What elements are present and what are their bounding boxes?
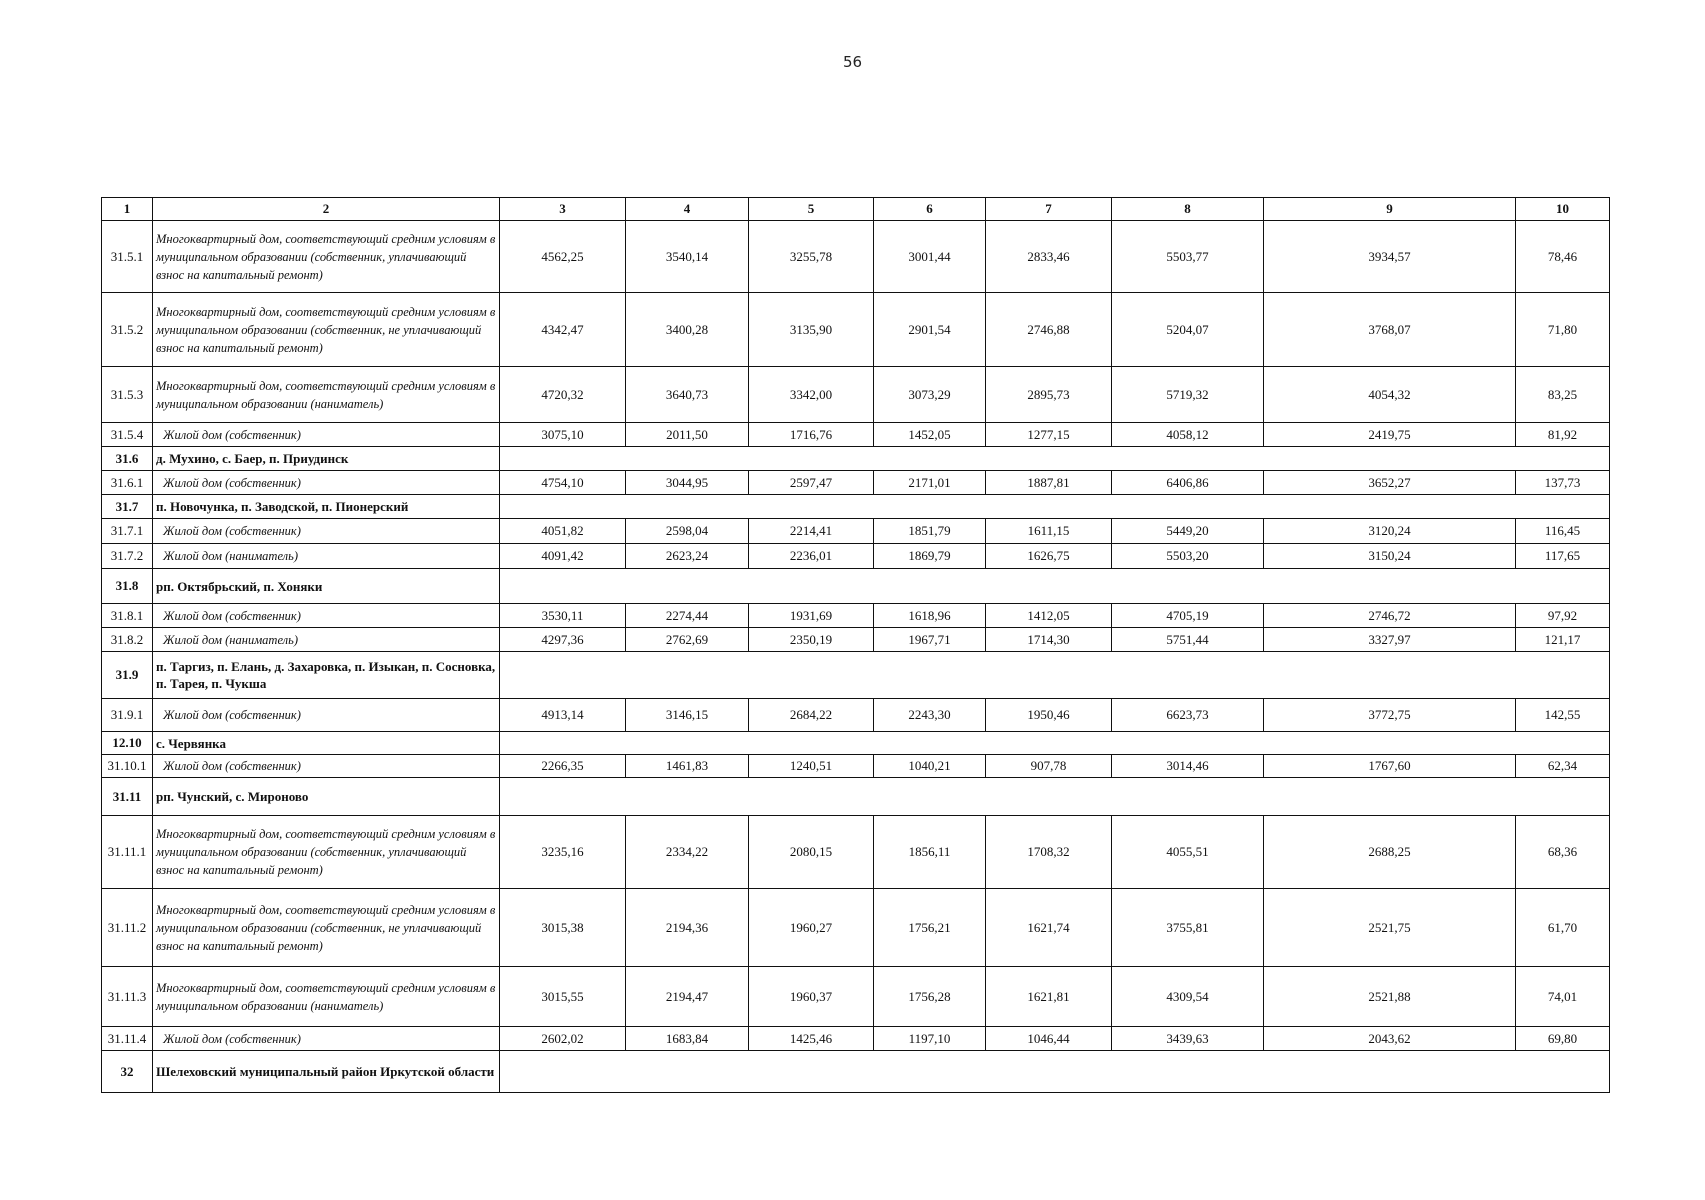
- value-col-6: 1040,21: [874, 755, 986, 778]
- housing-type: Многоквартирный дом, соответствующий средним условиям в муниципальном образовании (собственник, не уплачивающий взнос на капитальный ремонт): [153, 293, 500, 367]
- value-col-5: 1931,69: [749, 604, 874, 628]
- value-col-3: 3015,55: [500, 967, 626, 1027]
- value-col-8: 5204,07: [1112, 293, 1264, 367]
- group-title: с. Червянка: [153, 732, 500, 755]
- value-col-3: 4754,10: [500, 471, 626, 495]
- value-col-4: 1461,83: [626, 755, 749, 778]
- value-col-4: 2194,47: [626, 967, 749, 1027]
- value-col-6: 1851,79: [874, 519, 986, 544]
- value-col-7: 1621,74: [986, 889, 1112, 967]
- row-number: 32: [102, 1051, 153, 1093]
- row-number: 31.6: [102, 447, 153, 471]
- row-number: 31.5.2: [102, 293, 153, 367]
- housing-type: Многоквартирный дом, соответствующий средним условиям в муниципальном образовании (собственник, уплачивающий взнос на капитальный ремонт): [153, 221, 500, 293]
- table-row: [102, 699, 1610, 732]
- group-fill: [500, 732, 1610, 755]
- table-row: [102, 423, 1610, 447]
- value-col-7: 2895,73: [986, 367, 1112, 423]
- group-fill: [500, 652, 1610, 699]
- row-number: 31.5.4: [102, 423, 153, 447]
- table-row: [102, 293, 1610, 367]
- value-col-6: 1618,96: [874, 604, 986, 628]
- value-col-3: 4091,42: [500, 544, 626, 569]
- value-col-8: 6623,73: [1112, 699, 1264, 732]
- value-col-7: 907,78: [986, 755, 1112, 778]
- table-row: [102, 471, 1610, 495]
- column-header-8: 8: [1112, 198, 1264, 221]
- value-col-9: 3768,07: [1264, 293, 1516, 367]
- value-col-3: 3015,38: [500, 889, 626, 967]
- value-col-7: 1046,44: [986, 1027, 1112, 1051]
- value-col-7: 1621,81: [986, 967, 1112, 1027]
- value-col-5: 3135,90: [749, 293, 874, 367]
- table-row: [102, 221, 1610, 293]
- value-col-4: 2598,04: [626, 519, 749, 544]
- column-header-2: 2: [153, 198, 500, 221]
- value-col-9: 3327,97: [1264, 628, 1516, 652]
- value-col-10: 97,92: [1516, 604, 1610, 628]
- housing-type: Жилой дом (собственник): [153, 604, 500, 628]
- row-number: 31.9.1: [102, 699, 153, 732]
- value-col-8: 5719,32: [1112, 367, 1264, 423]
- value-col-5: 2214,41: [749, 519, 874, 544]
- table-row: [102, 367, 1610, 423]
- value-col-7: 2746,88: [986, 293, 1112, 367]
- value-col-10: 121,17: [1516, 628, 1610, 652]
- value-col-3: 4051,82: [500, 519, 626, 544]
- value-col-4: 2623,24: [626, 544, 749, 569]
- row-number: 31.11.4: [102, 1027, 153, 1051]
- value-col-6: 1197,10: [874, 1027, 986, 1051]
- group-row: [102, 495, 1610, 519]
- value-col-6: 1756,21: [874, 889, 986, 967]
- value-col-6: 3073,29: [874, 367, 986, 423]
- group-fill: [500, 495, 1610, 519]
- value-col-4: 2762,69: [626, 628, 749, 652]
- value-col-3: 3530,11: [500, 604, 626, 628]
- value-col-8: 3439,63: [1112, 1027, 1264, 1051]
- value-col-9: 3150,24: [1264, 544, 1516, 569]
- housing-type: Жилой дом (наниматель): [153, 544, 500, 569]
- housing-type: Многоквартирный дом, соответствующий средним условиям в муниципальном образовании (собственник, не уплачивающий взнос на капитальный ремонт): [153, 889, 500, 967]
- group-fill: [500, 447, 1610, 471]
- group-title: п. Новочунка, п. Заводской, п. Пионерский: [153, 495, 500, 519]
- row-number: 31.11.2: [102, 889, 153, 967]
- value-col-9: 2746,72: [1264, 604, 1516, 628]
- value-col-4: 2274,44: [626, 604, 749, 628]
- value-col-4: 3146,15: [626, 699, 749, 732]
- value-col-6: 2171,01: [874, 471, 986, 495]
- value-col-6: 1756,28: [874, 967, 986, 1027]
- value-col-8: 4705,19: [1112, 604, 1264, 628]
- value-col-4: 2334,22: [626, 816, 749, 889]
- value-col-4: 3044,95: [626, 471, 749, 495]
- value-col-9: 2521,88: [1264, 967, 1516, 1027]
- value-col-7: 1714,30: [986, 628, 1112, 652]
- value-col-4: 3540,14: [626, 221, 749, 293]
- value-col-10: 137,73: [1516, 471, 1610, 495]
- value-col-5: 2350,19: [749, 628, 874, 652]
- value-col-8: 4055,51: [1112, 816, 1264, 889]
- housing-type: Жилой дом (собственник): [153, 471, 500, 495]
- group-row: [102, 1051, 1610, 1093]
- housing-type: Жилой дом (собственник): [153, 699, 500, 732]
- value-col-10: 142,55: [1516, 699, 1610, 732]
- row-number: 31.8: [102, 569, 153, 604]
- value-col-8: 4309,54: [1112, 967, 1264, 1027]
- table-row: [102, 519, 1610, 544]
- row-number: 31.8.2: [102, 628, 153, 652]
- value-col-7: 1708,32: [986, 816, 1112, 889]
- table-row: [102, 889, 1610, 967]
- table-body: [102, 221, 1610, 1093]
- row-number: 31.10.1: [102, 755, 153, 778]
- group-title: рп. Чунский, с. Мироново: [153, 778, 500, 816]
- value-col-8: 3014,46: [1112, 755, 1264, 778]
- value-col-3: 2266,35: [500, 755, 626, 778]
- value-col-6: 1452,05: [874, 423, 986, 447]
- housing-type: Многоквартирный дом, соответствующий средним условиям в муниципальном образовании (собственник, уплачивающий взнос на капитальный ремонт): [153, 816, 500, 889]
- group-fill: [500, 778, 1610, 816]
- value-col-4: 2194,36: [626, 889, 749, 967]
- value-col-8: 5503,20: [1112, 544, 1264, 569]
- table-row: [102, 967, 1610, 1027]
- group-row: [102, 569, 1610, 604]
- value-col-3: 4562,25: [500, 221, 626, 293]
- value-col-4: 1683,84: [626, 1027, 749, 1051]
- group-title: Шелеховский муниципальный район Иркутской области: [153, 1051, 500, 1093]
- housing-type: Жилой дом (собственник): [153, 519, 500, 544]
- housing-type: Жилой дом (собственник): [153, 423, 500, 447]
- value-col-10: 62,34: [1516, 755, 1610, 778]
- value-col-6: 1869,79: [874, 544, 986, 569]
- value-col-10: 83,25: [1516, 367, 1610, 423]
- housing-type: Жилой дом (наниматель): [153, 628, 500, 652]
- column-header-3: 3: [500, 198, 626, 221]
- value-col-10: 71,80: [1516, 293, 1610, 367]
- value-col-5: 1425,46: [749, 1027, 874, 1051]
- column-header-5: 5: [749, 198, 874, 221]
- value-col-10: 69,80: [1516, 1027, 1610, 1051]
- row-number: 31.11: [102, 778, 153, 816]
- value-col-5: 1240,51: [749, 755, 874, 778]
- value-col-10: 78,46: [1516, 221, 1610, 293]
- value-col-3: 3235,16: [500, 816, 626, 889]
- housing-type: Жилой дом (собственник): [153, 755, 500, 778]
- column-header-6: 6: [874, 198, 986, 221]
- column-header-4: 4: [626, 198, 749, 221]
- value-col-3: 4342,47: [500, 293, 626, 367]
- value-col-10: 61,70: [1516, 889, 1610, 967]
- value-col-3: 3075,10: [500, 423, 626, 447]
- value-col-3: 4913,14: [500, 699, 626, 732]
- value-col-6: 1856,11: [874, 816, 986, 889]
- value-col-3: 4297,36: [500, 628, 626, 652]
- table-row: [102, 544, 1610, 569]
- value-col-10: 68,36: [1516, 816, 1610, 889]
- value-col-4: 2011,50: [626, 423, 749, 447]
- column-header-9: 9: [1264, 198, 1516, 221]
- value-col-7: 1412,05: [986, 604, 1112, 628]
- value-col-10: 74,01: [1516, 967, 1610, 1027]
- group-row: [102, 652, 1610, 699]
- row-number: 31.7: [102, 495, 153, 519]
- value-col-9: 2043,62: [1264, 1027, 1516, 1051]
- value-col-7: 1611,15: [986, 519, 1112, 544]
- group-title: п. Таргиз, п. Елань, д. Захаровка, п. Изыкан, п. Сосновка, п. Тарея, п. Чукша: [153, 652, 500, 699]
- row-number: 31.6.1: [102, 471, 153, 495]
- value-col-8: 6406,86: [1112, 471, 1264, 495]
- table-row: [102, 628, 1610, 652]
- value-col-3: 2602,02: [500, 1027, 626, 1051]
- value-col-6: 1967,71: [874, 628, 986, 652]
- tariff-table: [101, 197, 1610, 1093]
- value-col-9: 2419,75: [1264, 423, 1516, 447]
- value-col-5: 2597,47: [749, 471, 874, 495]
- housing-type: Многоквартирный дом, соответствующий средним условиям в муниципальном образовании (наниматель): [153, 367, 500, 423]
- row-number: 31.8.1: [102, 604, 153, 628]
- page-number: 56: [842, 53, 863, 71]
- row-number: 12.10: [102, 732, 153, 755]
- value-col-8: 5751,44: [1112, 628, 1264, 652]
- group-title: д. Мухино, с. Баер, п. Приудинск: [153, 447, 500, 471]
- value-col-10: 81,92: [1516, 423, 1610, 447]
- value-col-3: 4720,32: [500, 367, 626, 423]
- group-title: рп. Октябрьский, п. Хоняки: [153, 569, 500, 604]
- column-header-1: 1: [102, 198, 153, 221]
- value-col-8: 5503,77: [1112, 221, 1264, 293]
- table-row: [102, 755, 1610, 778]
- header-row: [102, 198, 1610, 221]
- row-number: 31.11.3: [102, 967, 153, 1027]
- housing-type: Жилой дом (собственник): [153, 1027, 500, 1051]
- value-col-9: 4054,32: [1264, 367, 1516, 423]
- value-col-4: 3640,73: [626, 367, 749, 423]
- value-col-5: 1960,27: [749, 889, 874, 967]
- housing-type: Многоквартирный дом, соответствующий средним условиям в муниципальном образовании (наниматель): [153, 967, 500, 1027]
- value-col-5: 3342,00: [749, 367, 874, 423]
- value-col-6: 3001,44: [874, 221, 986, 293]
- value-col-5: 2236,01: [749, 544, 874, 569]
- value-col-7: 2833,46: [986, 221, 1112, 293]
- value-col-7: 1626,75: [986, 544, 1112, 569]
- value-col-9: 1767,60: [1264, 755, 1516, 778]
- value-col-9: 3934,57: [1264, 221, 1516, 293]
- table-row: [102, 604, 1610, 628]
- table-row: [102, 816, 1610, 889]
- value-col-9: 3652,27: [1264, 471, 1516, 495]
- value-col-5: 3255,78: [749, 221, 874, 293]
- row-number: 31.7.2: [102, 544, 153, 569]
- row-number: 31.7.1: [102, 519, 153, 544]
- value-col-10: 117,65: [1516, 544, 1610, 569]
- value-col-9: 2688,25: [1264, 816, 1516, 889]
- group-row: [102, 732, 1610, 755]
- group-fill: [500, 1051, 1610, 1093]
- value-col-10: 116,45: [1516, 519, 1610, 544]
- row-number: 31.11.1: [102, 816, 153, 889]
- group-row: [102, 778, 1610, 816]
- table-row: [102, 1027, 1610, 1051]
- value-col-7: 1277,15: [986, 423, 1112, 447]
- column-header-7: 7: [986, 198, 1112, 221]
- row-number: 31.5.3: [102, 367, 153, 423]
- value-col-9: 2521,75: [1264, 889, 1516, 967]
- value-col-6: 2901,54: [874, 293, 986, 367]
- value-col-9: 3772,75: [1264, 699, 1516, 732]
- row-number: 31.9: [102, 652, 153, 699]
- value-col-8: 3755,81: [1112, 889, 1264, 967]
- value-col-8: 4058,12: [1112, 423, 1264, 447]
- value-col-5: 2684,22: [749, 699, 874, 732]
- value-col-6: 2243,30: [874, 699, 986, 732]
- value-col-8: 5449,20: [1112, 519, 1264, 544]
- value-col-5: 1716,76: [749, 423, 874, 447]
- column-header-10: 10: [1516, 198, 1610, 221]
- value-col-5: 1960,37: [749, 967, 874, 1027]
- value-col-7: 1950,46: [986, 699, 1112, 732]
- value-col-4: 3400,28: [626, 293, 749, 367]
- row-number: 31.5.1: [102, 221, 153, 293]
- group-row: [102, 447, 1610, 471]
- group-fill: [500, 569, 1610, 604]
- value-col-7: 1887,81: [986, 471, 1112, 495]
- value-col-5: 2080,15: [749, 816, 874, 889]
- value-col-9: 3120,24: [1264, 519, 1516, 544]
